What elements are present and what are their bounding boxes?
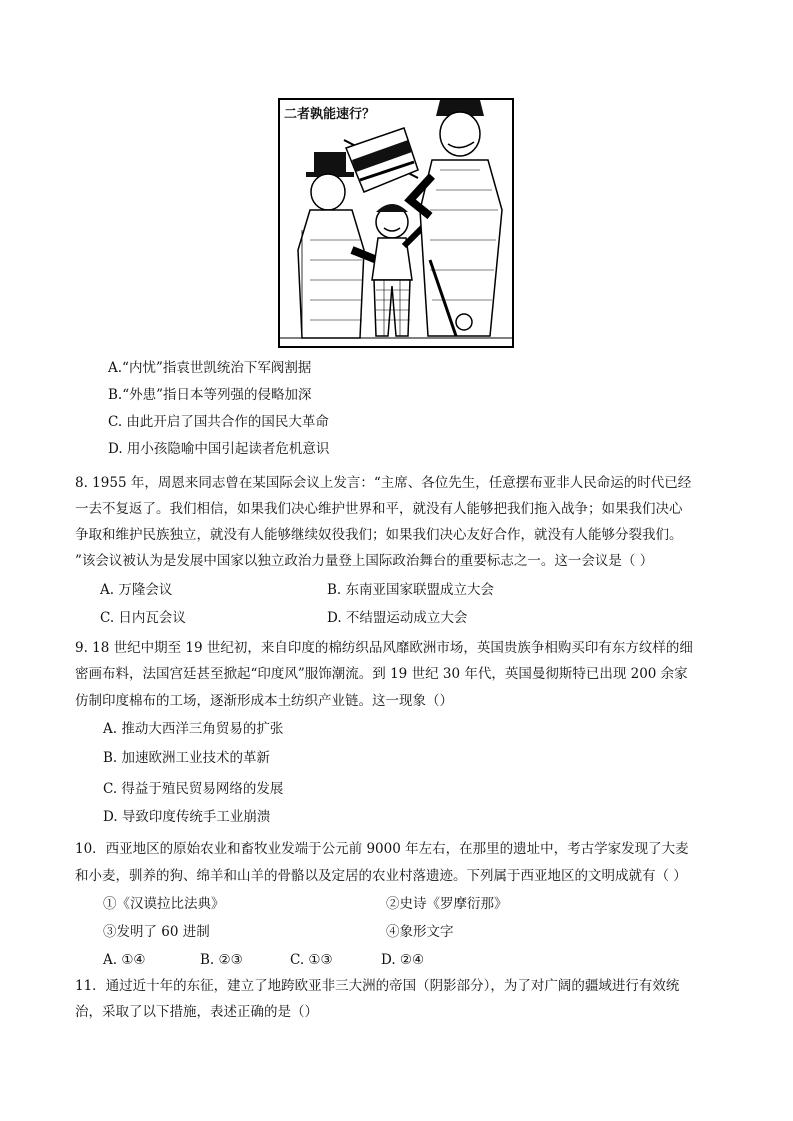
q8-option-a: A. 万隆会议 — [100, 582, 173, 598]
q11-stem-line-2: 治，采取了以下措施，表述正确的是（） — [75, 1004, 318, 1020]
q10-option-c: C. ①③ — [290, 952, 333, 968]
q11-stem-line-1: 11．通过近十年的东征，建立了地跨欧亚非三大洲的帝国（阴影部分），为了对广阔的疆域进行有效统 — [75, 978, 680, 994]
cartoon-illustration — [280, 100, 512, 346]
q8-stem-line-2: 一去不复返了。我们相信，如果我们决心维护世界和平，就没有人能够把我们拖入战争；如果我们决心 — [75, 501, 683, 517]
q9-stem-line-1: 9. 18 世纪中期至 19 世纪初，来自印度的棉纺织品风靡欧洲市场，英国贵族争相购买印有东方纹样的细 — [75, 640, 693, 656]
q10-item-2: ②史诗《罗摩衍那》 — [386, 896, 508, 912]
q8-stem-line-4: ”该会议被认为是发展中国家以独立政治力量登上国际政治舞台的重要标志之一。这一会议是（ ） — [75, 553, 654, 569]
q9-stem-line-2: 密画布料，法国宫廷甚至掀起“印度风”服饰潮流。到 19 世纪 30 年代，英国曼彻斯特已出现 200 余家 — [75, 666, 688, 682]
q8-option-b: B. 东南亚国家联盟成立大会 — [327, 582, 495, 598]
q8-stem-line-1: 8. 1955 年，周恩来同志曾在某国际会议上发言：“主席、各位先生，任意摆布亚非人民命运的时代已经 — [75, 475, 692, 491]
q9-option-b: B. 加速欧洲工业技术的革新 — [103, 750, 271, 766]
q10-option-b: B. ②③ — [200, 952, 243, 968]
q9-option-c: C. 得益于殖民贸易网络的发展 — [103, 781, 284, 797]
q9-stem-line-3: 仿制印度棉布的工场，逐渐形成本土纺织产业链。这一现象（） — [75, 693, 453, 709]
q9-option-d: D. 导致印度传统手工业崩溃 — [103, 809, 271, 825]
q10-item-3: ③发明了 60 进制 — [103, 924, 210, 940]
q7-option-d: D. 用小孩隐喻中国引起读者危机意识 — [108, 441, 330, 457]
q7-option-c: C. 由此开启了国共合作的国民大革命 — [108, 414, 329, 430]
q8-stem-line-3: 争取和维护民族独立，就没有人能够继续奴役我们；如果我们决心友好合作，就没有人能够分裂我们。 — [75, 527, 683, 543]
q10-item-4: ④象形文字 — [386, 924, 454, 940]
q10-stem-line-1: 10．西亚地区的原始农业和畜牧业发端于公元前 9000 年左右，在那里的遗址中，考古学家发现了大麦 — [75, 841, 689, 857]
q7-option-a: A.“内忧”指袁世凯统治下军阀割据 — [108, 360, 312, 376]
q7-option-b: B.“外患”指日本等列强的侵略加深 — [108, 387, 312, 403]
q10-option-d: D. ②④ — [381, 952, 425, 968]
cartoon-figure — [278, 98, 514, 348]
q9-option-a: A. 推动大西洋三角贸易的扩张 — [103, 721, 284, 737]
q10-item-1: ①《汉谟拉比法典》 — [103, 896, 225, 912]
q8-option-d: D. 不结盟运动成立大会 — [327, 610, 468, 626]
cartoon-caption: 二者孰能速行？ — [284, 107, 376, 122]
q10-stem-line-2: 和小麦，驯养的狗、绵羊和山羊的骨骼以及定居的农业村落遗迹。下列属于西亚地区的文明成就有（ ） — [75, 868, 687, 884]
q10-option-a: A. ①④ — [103, 952, 146, 968]
q8-option-c: C. 日内瓦会议 — [100, 610, 186, 626]
